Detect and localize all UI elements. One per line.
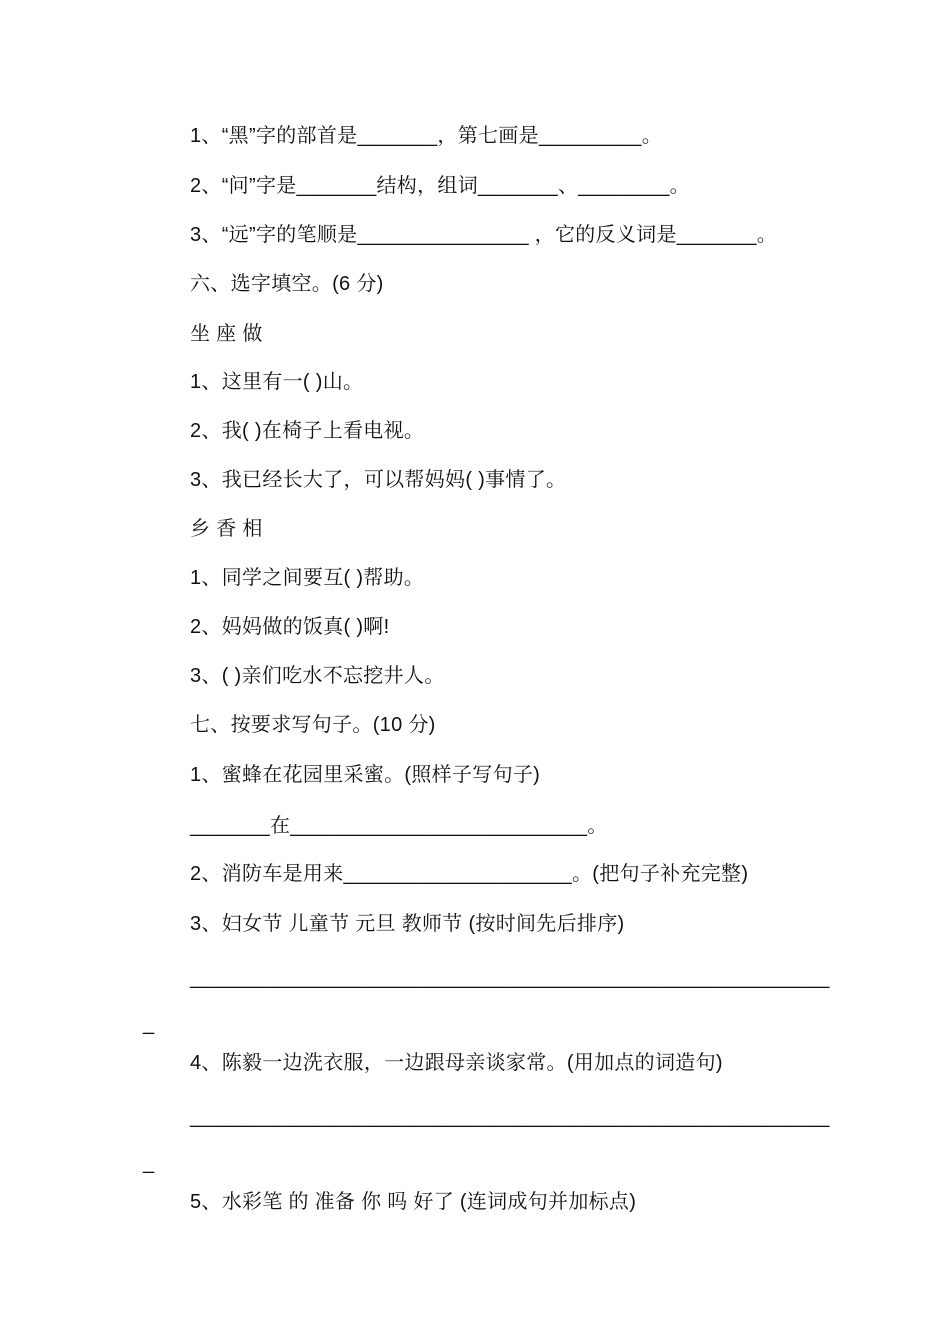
question-2-jiegou: 2、“问”字是_______结构，组词_______、________。 [190,175,690,197]
fill-item-5: 2、妈妈做的饭真( )啊! [190,616,390,638]
sentence-task-4: 4、陈毅一边洗衣服，一边跟母亲谈家常。(用加点的词造句) [190,1052,723,1074]
word-choice-group-1: 坐 座 做 [190,323,263,345]
sentence-task-1: 1、蜜蜂在花园里采蜜。(照样子写句子) [190,764,541,786]
fill-item-2: 2、我( )在椅子上看电视。 [190,420,425,442]
question-1-bushou: 1、“黑”字的部首是_______，第七画是_________。 [190,125,663,147]
fill-item-6: 3、( )亲们吃水不忘挖井人。 [190,665,445,687]
fill-item-1: 1、这里有一( )山。 [190,371,364,393]
fill-item-3: 3、我已经长大了，可以帮妈妈( )事情了。 [190,469,567,491]
sentence-task-3: 3、妇女节 儿童节 元旦 教师节 (按时间先后排序) [190,913,625,935]
sentence-task-5: 5、水彩笔 的 准备 你 吗 好了 (连词成句并加标点) [190,1191,637,1213]
sentence-answer-1: _______在__________________________。 [190,815,608,837]
answer-line-3-overflow: _ [143,1013,155,1035]
section-7-heading: 七、按要求写句子。(10 分) [190,714,436,736]
sentence-task-2: 2、消防车是用来____________________。(把句子补充完整) [190,863,749,885]
question-3-bishun: 3、“远”字的笔顺是_______________ ，它的反义词是_______。 [190,224,778,246]
section-6-heading: 六、选字填空。(6 分) [190,273,384,295]
answer-line-4: ________________________________________________________ [190,1106,830,1128]
fill-item-4: 1、同学之间要互( )帮助。 [190,567,425,589]
answer-line-4-overflow: _ [143,1152,155,1174]
word-choice-group-2: 乡 香 相 [190,518,263,540]
answer-line-3: ________________________________________________________ [190,967,830,989]
